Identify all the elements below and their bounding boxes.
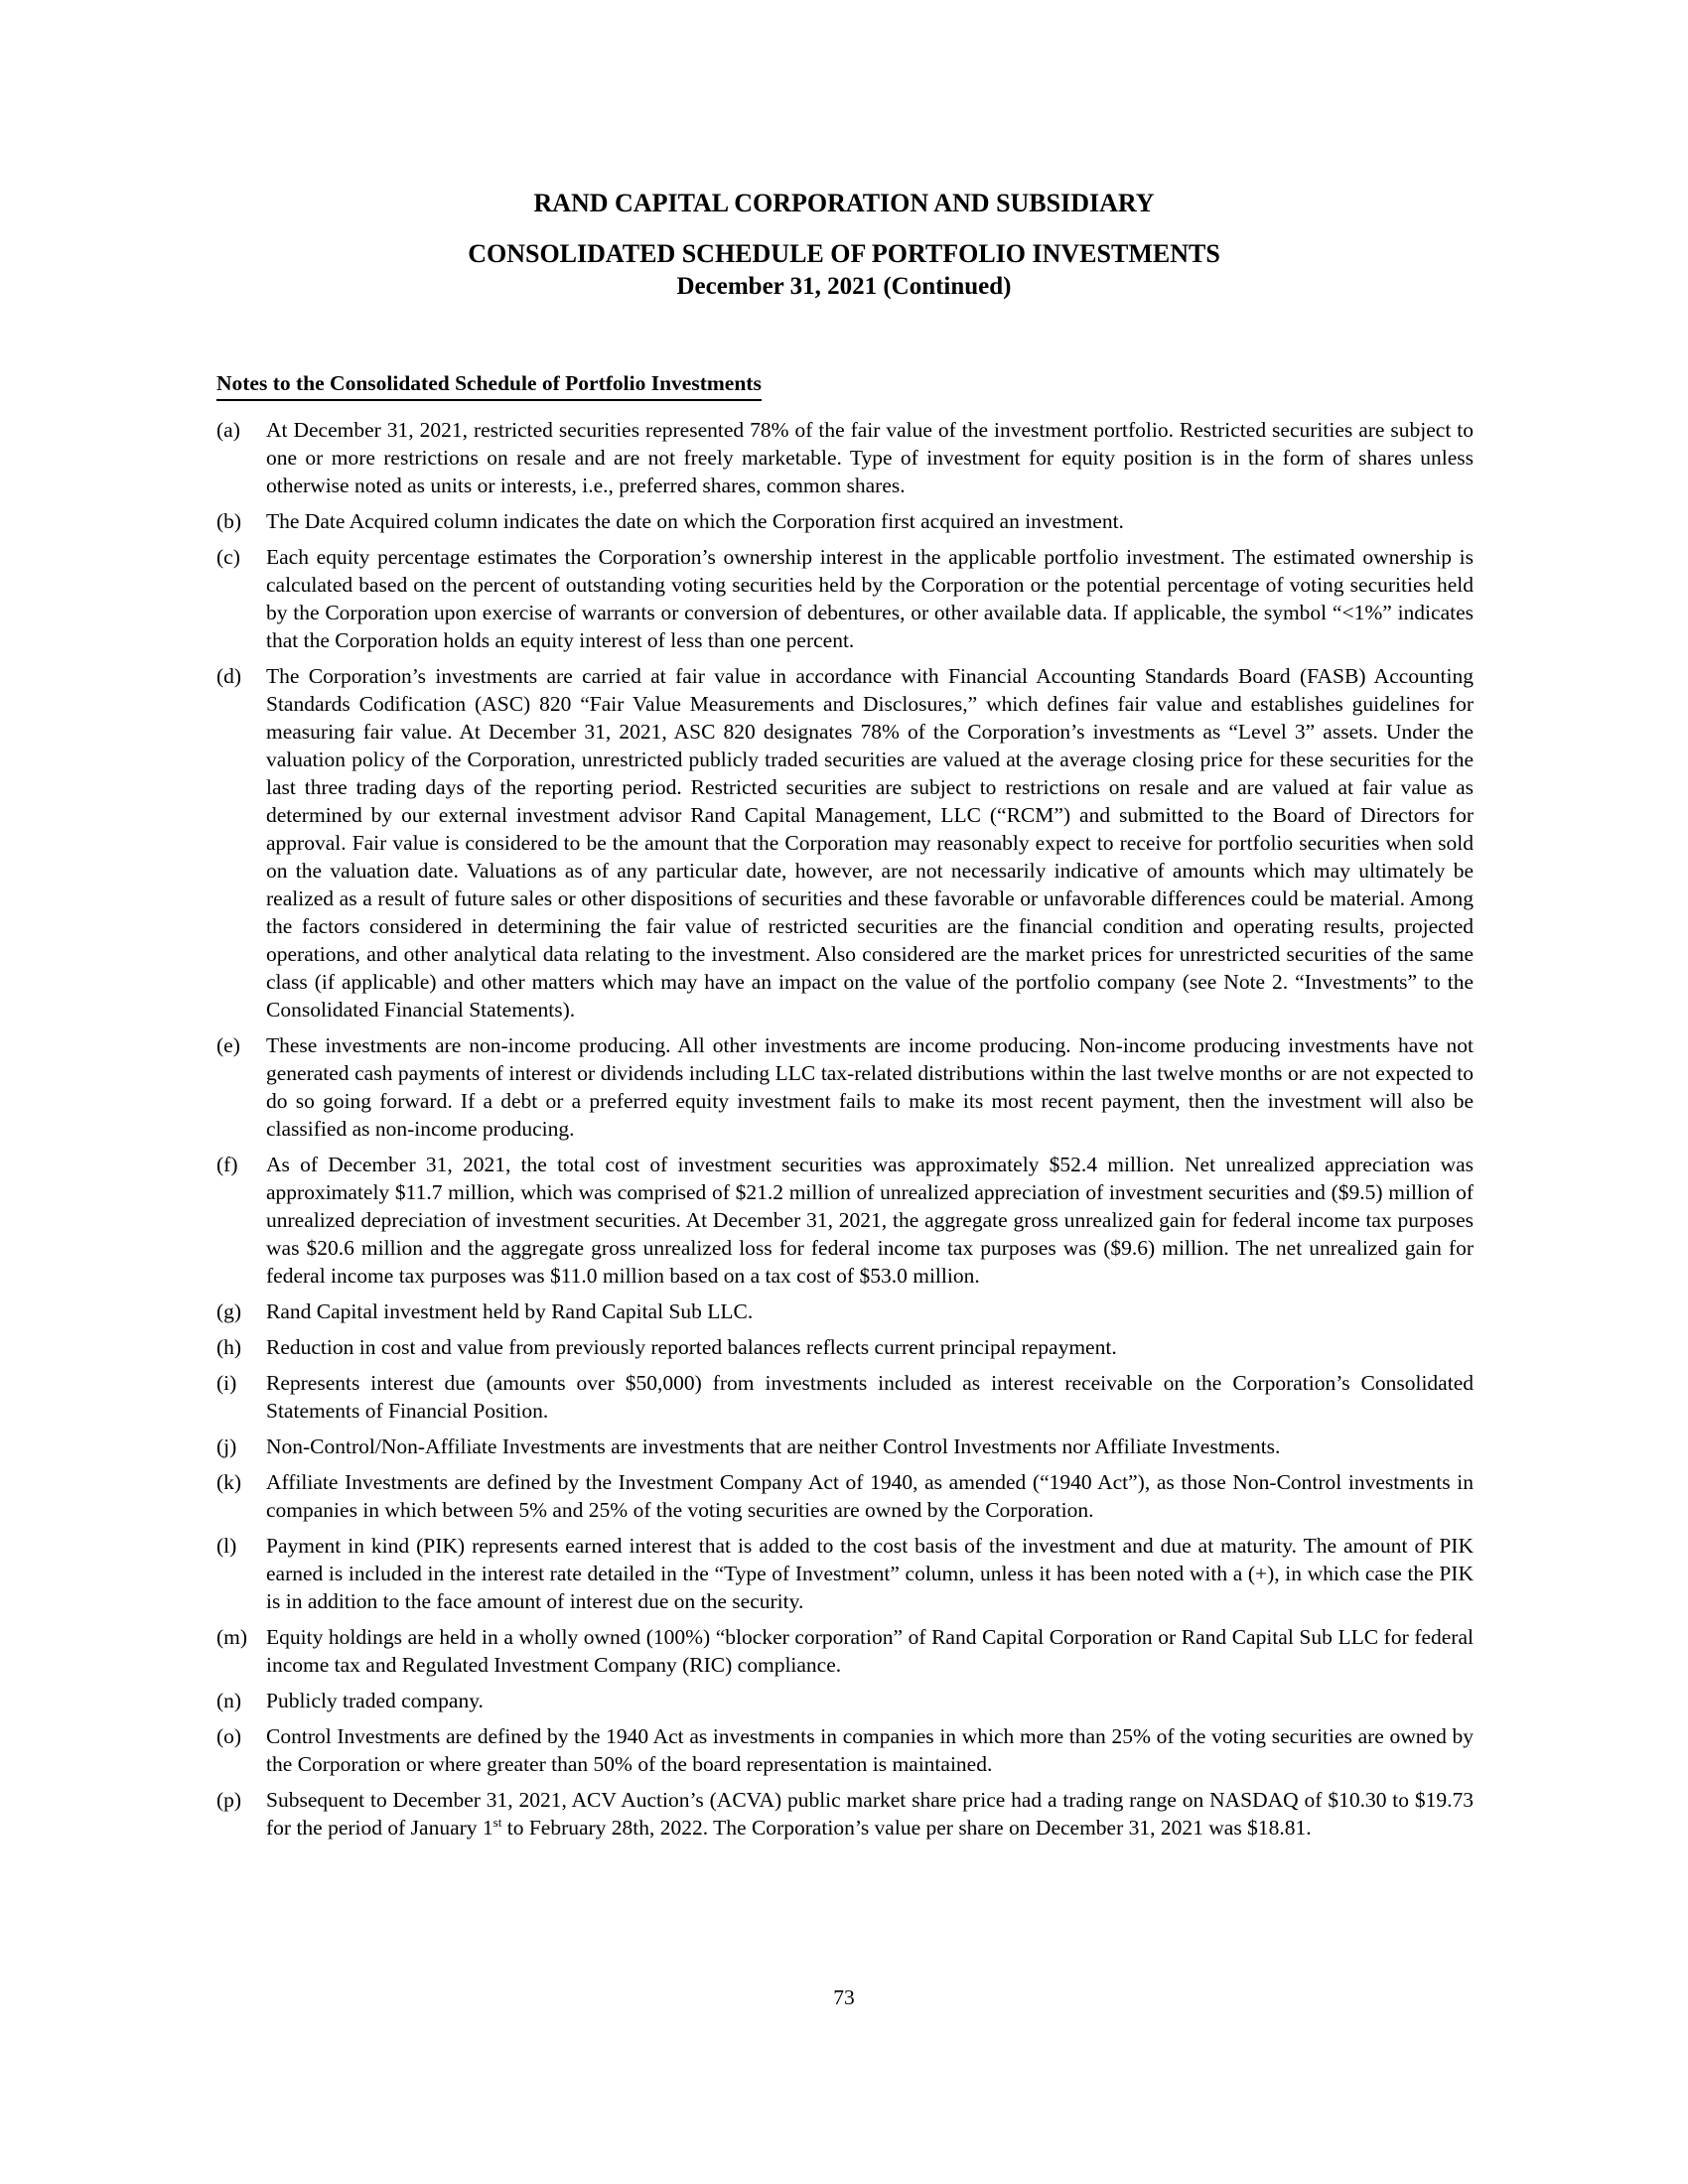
notes-section-heading-text: Notes to the Consolidated Schedule of Portfolio Investments [216,369,762,401]
note-marker: (b) [216,509,242,533]
schedule-title: CONSOLIDATED SCHEDULE OF PORTFOLIO INVESTMENTS [468,239,1220,268]
note-marker: (f) [216,1153,238,1176]
note-item-g [216,1297,1474,1325]
note-marker: (k) [216,1470,242,1494]
note-item-j [216,1433,1474,1460]
note-text: Rand Capital investment held by Rand Capital Sub LLC. [266,1299,754,1323]
note-item-p [216,1786,1474,1842]
note-marker: (g) [216,1299,242,1323]
note-marker: (o) [216,1724,242,1748]
notes-list [216,416,1474,1842]
date-subtitle: December 31, 2021 (Continued) [676,273,1012,300]
note-item-i [216,1369,1474,1425]
note-text-segment: to February 28th, 2022. The Corporation’s value per share on December 31, 2021 was $18.81. [501,1816,1312,1840]
note-text: Affiliate Investments are defined by the Investment Company Act of 1940, as amended (“1940 Act”), as those Non-Control investments in companies in which between 5% and 25% of the voting securities are owned by the Corporation. [266,1470,1474,1522]
document-body [0,369,1688,1842]
page-number: 73 [833,1985,855,2009]
note-item-n [216,1687,1474,1714]
note-item-m [216,1623,1474,1679]
note-item-d [216,662,1474,1024]
note-item-l [216,1532,1474,1615]
company-title: RAND CAPITAL CORPORATION AND SUBSIDIARY [533,189,1155,217]
note-text: Control Investments are defined by the 1940 Act as investments in companies in which more than 25% of the voting securities are owned by the Corporation or where greater than 50% of the board representation is maintained. [266,1724,1474,1776]
note-text: Non-Control/Non-Affiliate Investments are investments that are neither Control Investments nor Affiliate Investments. [266,1434,1281,1458]
note-item-a [216,416,1474,499]
note-item-e [216,1031,1474,1143]
note-marker: (l) [216,1534,237,1558]
note-text-segment: Subsequent to December 31, 2021, ACV Auction’s (ACVA) public market share price had a trading range on NASDAQ of $10.30 to $19.73 for the period of January 1 [266,1788,1474,1840]
note-marker: (i) [216,1371,237,1395]
note-text: The Date Acquired column indicates the date on which the Corporation first acquired an investment. [266,509,1124,533]
note-text: As of December 31, 2021, the total cost of investment securities was approximately $52.4 million. Net unrealized appreciation was approximately $11.7 million, which was comprised of $21.2 million of unrealized appreciation of investment securities and ($9.5) million of unrealized depreciation of investment securities. At December 31, 2021, the aggregate gross unrealized gain for federal income tax purposes was $20.6 million and the aggregate gross unrealized loss for federal income tax purposes was ($9.6) million. The net unrealized gain for federal income tax purposes was $11.0 million based on a tax cost of $53.0 million. [266,1153,1474,1288]
note-item-c [216,543,1474,654]
document-header [0,0,1688,302]
note-text: These investments are non-income producing. All other investments are income producing. Non-income producing investments have not generated cash payments of interest or dividends including LLC tax-related distributions within the last twelve months or are not expected to do so going forward. If a debt or a preferred equity investment fails to make its most recent payment, then the investment will also be classified as non-income producing. [266,1033,1474,1141]
note-text: Publicly traded company. [266,1689,484,1712]
note-item-b [216,507,1474,535]
note-text: At December 31, 2021, restricted securities represented 78% of the fair value of the investment portfolio. Restricted securities are subject to one or more restrictions on resale and are not freely marketable. Type of investment for equity position is in the form of shares unless otherwise noted as units or interests, i.e., preferred shares, common shares. [266,418,1474,497]
note-text [266,1786,1474,1842]
note-marker: (n) [216,1689,242,1712]
note-text: The Corporation’s investments are carried at fair value in accordance with Financial Accounting Standards Board (FASB) Accounting Standards Codification (ASC) 820 “Fair Value Measurements and Disclosures,” which defines fair value and establishes guidelines for measuring fair value. At December 31, 2021, ASC 820 designates 78% of the Corporation’s investments as “Level 3” assets. Under the valuation policy of the Corporation, unrestricted publicly traded securities are valued at the average closing price for these securities for the last three trading days of the reporting period. Restricted securities are subject to restrictions on resale and are valued at fair value as determined by our external investment advisor Rand Capital Management, LLC (“RCM”) and submitted to the Board of Directors for approval. Fair value is considered to be the amount that the Corporation may reasonably expect to receive for portfolio securities when sold on the valuation date. Valuations as of any particular date, however, are not necessarily indicative of amounts which may ultimately be realized as a result of future sales or other dispositions of securities and these favorable or unfavorable differences could be material. Among the factors considered in determining the fair value of restricted securities are the financial condition and operating results, projected operations, and other analytical data relating to the investment. Also considered are the market prices for unrestricted securities of the same class (if applicable) and other matters which may have an impact on the value of the portfolio company (see Note 2. “Investments” to the Consolidated Financial Statements). [266,664,1474,1022]
note-item-k [216,1468,1474,1524]
note-text: Represents interest due (amounts over $50,000) from investments included as interest receivable on the Corporation’s Consolidated Statements of Financial Position. [266,1371,1474,1423]
note-marker: (h) [216,1335,242,1359]
note-marker: (c) [216,545,240,569]
note-marker: (e) [216,1033,240,1057]
note-marker: (m) [216,1625,248,1649]
note-text: Each equity percentage estimates the Corporation’s ownership interest in the applicable portfolio investment. The estimated ownership is calculated based on the percent of outstanding voting securities held by the Corporation or the potential percentage of voting securities held by the Corporation upon exercise of warrants or conversion of debentures, or other available data. If applicable, the symbol “<1%” indicates that the Corporation holds an equity interest of less than one percent. [266,545,1474,652]
note-marker: (a) [216,418,240,442]
note-marker: (d) [216,664,242,688]
note-marker: (j) [216,1434,237,1458]
note-item-o [216,1722,1474,1778]
notes-section-heading [216,369,1474,401]
note-text: Payment in kind (PIK) represents earned interest that is added to the cost basis of the investment and due at maturity. The amount of PIK earned is included in the interest rate detailed in the “Type of Investment” column, unless it has been noted with a (+), in which case the PIK is in addition to the face amount of interest due on the security. [266,1534,1474,1613]
note-marker: (p) [216,1788,242,1812]
superscript-ordinal: st [492,1814,502,1830]
note-item-f [216,1151,1474,1290]
note-item-h [216,1333,1474,1361]
note-text: Equity holdings are held in a wholly owned (100%) “blocker corporation” of Rand Capital Corporation or Rand Capital Sub LLC for federal income tax and Regulated Investment Company (RIC) compliance. [266,1625,1474,1677]
note-text: Reduction in cost and value from previously reported balances reflects current principal repayment. [266,1335,1117,1359]
